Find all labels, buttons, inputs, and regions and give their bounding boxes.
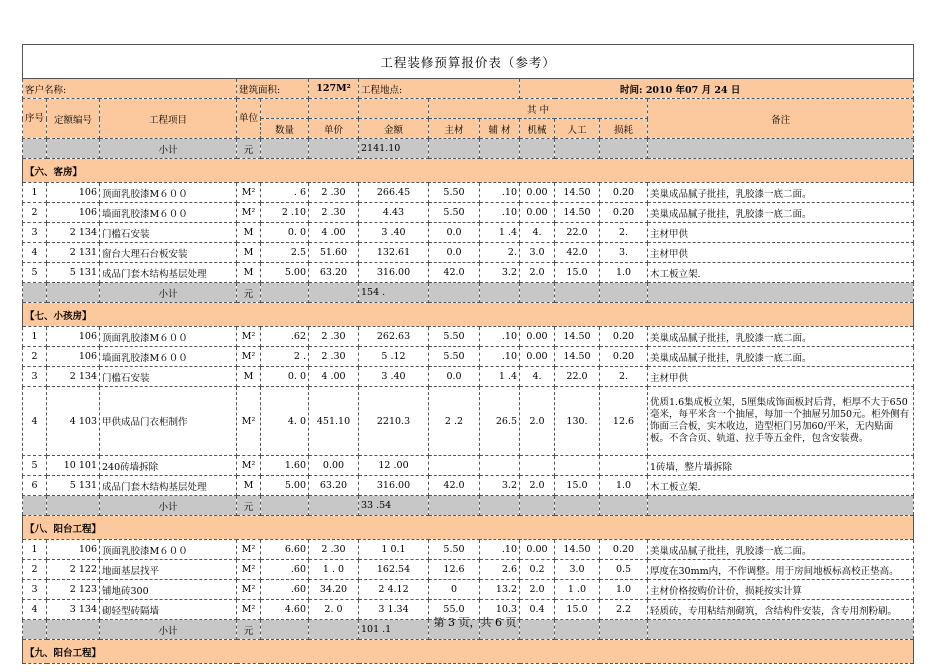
main-material-cell: 42.0 (429, 263, 480, 283)
machine-cell: 0.4 (520, 600, 555, 620)
qty-cell: 1.60 (261, 456, 309, 476)
qty-cell: 5.00 (261, 476, 309, 496)
loss-cell: 0.20 (600, 203, 648, 223)
seq-cell: 2 (23, 203, 47, 223)
subtotal-label: 小计 (100, 620, 237, 640)
unit-cell: M (237, 223, 261, 243)
table-row (23, 456, 914, 476)
main-material-cell: 5.50 (429, 203, 480, 223)
main-material-cell: 0 (429, 580, 480, 600)
aux-material-cell: 3.2 (480, 263, 520, 283)
unit-cell: M² (237, 600, 261, 620)
amount-cell: 2141.10 (359, 139, 429, 159)
machine-cell: 0.00 (520, 347, 555, 367)
item-cell: 成品门套木结构基层处理 (100, 263, 237, 283)
main-material-cell: 0.0 (429, 243, 480, 263)
qty-cell: 2 .10 (261, 203, 309, 223)
code-cell: 106 (47, 183, 100, 203)
machine-cell: 3.0 (520, 243, 555, 263)
amount-cell: 262.63 (359, 327, 429, 347)
loss-cell: 0.20 (600, 327, 648, 347)
blank-cell (47, 283, 100, 303)
table-row (23, 203, 914, 223)
blank-cell (600, 283, 648, 303)
subtotal-row (23, 139, 914, 159)
unit-cell: M² (237, 580, 261, 600)
amount-cell: 2210.3 (359, 387, 429, 456)
remark-cell: 美巢成品腻子批挂，乳胶漆一底二面。 (648, 327, 914, 347)
unit-cell: 元 (237, 620, 261, 640)
item-cell: 铺地砖300 (100, 580, 237, 600)
table-row (23, 560, 914, 580)
qty-cell: .60 (261, 580, 309, 600)
amount-cell: 5 .12 (359, 347, 429, 367)
table-row (23, 580, 914, 600)
amount-cell: 2 4.12 (359, 580, 429, 600)
blank-cell (23, 283, 47, 303)
machine-cell: 0.00 (520, 203, 555, 223)
remark-cell: 木工板立架. (648, 476, 914, 496)
unit-cell: 元 (237, 139, 261, 159)
machine-cell: 0.00 (520, 327, 555, 347)
remark-cell: 美巢成品腻子批挂，乳胶漆一底二面。 (648, 183, 914, 203)
aux-material-cell: .10 (480, 183, 520, 203)
qty-cell: 2.5 (261, 243, 309, 263)
seq-cell: 1 (23, 540, 47, 560)
seq-cell: 4 (23, 387, 47, 456)
aux-material-cell (480, 456, 520, 476)
code-cell: 106 (47, 540, 100, 560)
qty-cell: 0. 0 (261, 367, 309, 387)
table-row (23, 183, 914, 203)
machine-cell: 0.2 (520, 560, 555, 580)
unit-cell: M² (237, 560, 261, 580)
item-cell: 砌轻型砖隔墙 (100, 600, 237, 620)
item-cell: 顶面乳胶漆M６００ (100, 540, 237, 560)
loss-cell: 12.6 (600, 387, 648, 456)
main-material-cell (429, 456, 480, 476)
remark-cell: 厚度在30mm内，不作调整。用于房间地板标高校正垫高。 (648, 560, 914, 580)
subtotal-label: 小计 (100, 496, 237, 516)
seq-cell: 3 (23, 367, 47, 387)
aux-material-cell: .10 (480, 203, 520, 223)
amount-cell: 316.00 (359, 263, 429, 283)
labor-cell: 14.50 (555, 183, 600, 203)
item-cell: 墙面乳胶漆M６００ (100, 347, 237, 367)
code-cell: 106 (47, 327, 100, 347)
blank-cell (555, 283, 600, 303)
blank-cell (480, 139, 520, 159)
labor-cell: 1 .0 (555, 580, 600, 600)
labor-cell: 22.0 (555, 223, 600, 243)
subtotal-row (23, 496, 914, 516)
section-heading: 【六、客房】 (23, 159, 914, 183)
labor-cell: 14.50 (555, 327, 600, 347)
unit-cell: M² (237, 347, 261, 367)
code-cell: 106 (47, 347, 100, 367)
code-cell: 5 131 (47, 263, 100, 283)
seq-cell: 1 (23, 327, 47, 347)
seq-cell: 6 (23, 476, 47, 496)
amount-cell: 101 .1 (359, 620, 429, 640)
seq-cell: 5 (23, 263, 47, 283)
main-material-cell: 5.50 (429, 347, 480, 367)
loss-cell (600, 456, 648, 476)
main-material-cell: 42.0 (429, 476, 480, 496)
blank-cell (47, 496, 100, 516)
price-cell: 0.00 (309, 456, 359, 476)
machine-cell: 0.00 (520, 540, 555, 560)
col-item: 工程项目 (100, 99, 237, 139)
amount-cell: 1 0.1 (359, 540, 429, 560)
item-cell: 门槛石安装 (100, 367, 237, 387)
machine-cell (520, 456, 555, 476)
aux-material-cell: 26.5 (480, 387, 520, 456)
col-remark: 备注 (648, 99, 914, 139)
loss-cell: 1.0 (600, 476, 648, 496)
amount-cell: 266.45 (359, 183, 429, 203)
seq-cell: 5 (23, 456, 47, 476)
aux-material-cell: 1 .4 (480, 223, 520, 243)
unit-cell: 元 (237, 496, 261, 516)
blank-cell (23, 139, 47, 159)
remark-cell: 美巢成品腻子批挂，乳胶漆一底二面。 (648, 347, 914, 367)
loss-cell: 1.0 (600, 580, 648, 600)
section-heading: 【八、阳台工程】 (23, 516, 914, 540)
table-row (23, 367, 914, 387)
code-cell: 2 134 (47, 367, 100, 387)
blank-cell (309, 496, 359, 516)
machine-cell: 0.00 (520, 183, 555, 203)
aux-material-cell: 2. (480, 243, 520, 263)
loss-cell: 2. (600, 367, 648, 387)
item-cell: 地面基层找平 (100, 560, 237, 580)
section-row (23, 303, 914, 327)
seq-cell: 2 (23, 560, 47, 580)
unit-cell: M (237, 263, 261, 283)
table-row (23, 540, 914, 560)
price-cell: 2. 0 (309, 600, 359, 620)
col-main-mat: 主材 (429, 119, 480, 139)
price-cell: 2 .30 (309, 347, 359, 367)
price-cell: 63.20 (309, 476, 359, 496)
labor-cell: 14.50 (555, 203, 600, 223)
col-loss: 损耗 (600, 119, 648, 139)
labor-cell: 22.0 (555, 367, 600, 387)
remark-cell: 美巢成品腻子批挂，乳胶漆一底二面。 (648, 540, 914, 560)
qty-cell: 4.60 (261, 600, 309, 620)
price-cell: 4 .00 (309, 367, 359, 387)
area-value: 127M² (309, 79, 359, 99)
blank-cell (648, 283, 914, 303)
page-title: 工程装修预算报价表（参考） (23, 45, 914, 79)
code-cell: 106 (47, 203, 100, 223)
col-unit: 单位 (237, 99, 261, 139)
table-row (23, 476, 914, 496)
main-material-cell: 5.50 (429, 540, 480, 560)
main-material-cell: 0.0 (429, 367, 480, 387)
remark-cell: 美巢成品腻子批挂，乳胶漆一底二面。 (648, 203, 914, 223)
col-price: 单价 (309, 119, 359, 139)
area-label: 建筑面积: (237, 79, 309, 99)
remark-cell: 主材价格按购价计价，损耗按实计算 (648, 580, 914, 600)
machine-cell: 4. (520, 367, 555, 387)
section-row (23, 516, 914, 540)
loss-cell: 2. (600, 223, 648, 243)
item-cell: 顶面乳胶漆M６００ (100, 183, 237, 203)
date-text: 时间: 2010 年07 月 24 日 (520, 79, 914, 99)
blank-cell (555, 139, 600, 159)
col-machine: 机械 (520, 119, 555, 139)
seq-cell: 2 (23, 347, 47, 367)
main-material-cell: 0.0 (429, 223, 480, 243)
blank-cell (429, 139, 480, 159)
blank-cell (600, 496, 648, 516)
aux-material-cell: 10.3 (480, 600, 520, 620)
table-row (23, 327, 914, 347)
qty-cell: . 6 (261, 183, 309, 203)
amount-cell: 3 1.34 (359, 600, 429, 620)
amount-cell: 316.00 (359, 476, 429, 496)
remark-cell: 1砖墙，整片墙拆除 (648, 456, 914, 476)
amount-cell: 3 .40 (359, 367, 429, 387)
unit-cell: 元 (237, 283, 261, 303)
blank-cell (648, 496, 914, 516)
blank-cell (309, 139, 359, 159)
blank-cell (309, 283, 359, 303)
col-labor: 人工 (555, 119, 600, 139)
unit-cell: M² (237, 183, 261, 203)
blank-cell (261, 139, 309, 159)
amount-cell: 3 .40 (359, 223, 429, 243)
section-heading: 【七、小孩房】 (23, 303, 914, 327)
seq-cell: 3 (23, 223, 47, 243)
labor-cell: 14.50 (555, 347, 600, 367)
remark-cell: 优质1.6集成板立架，5厘集成饰面板封后背，柜厚不大于650毫米，每平米含一个抽屉，每加一个抽屉另加50元。柜外侧有饰面三合板，实木收边，造型柜门另加60/平米，无内贴面板。不含合页、轨道、拉手等五金件，包含安装费。 (648, 387, 914, 456)
labor-cell: 42.0 (555, 243, 600, 263)
price-cell: 2 .30 (309, 327, 359, 347)
qty-cell: .60 (261, 560, 309, 580)
labor-cell: 15.0 (555, 600, 600, 620)
item-cell: 成品门套木结构基层处理 (100, 476, 237, 496)
unit-cell: M (237, 243, 261, 263)
aux-material-cell: 1 .4 (480, 367, 520, 387)
qty-cell: 2 . (261, 347, 309, 367)
loss-cell: 0.20 (600, 347, 648, 367)
price-cell: 2 .30 (309, 183, 359, 203)
price-cell: 34.20 (309, 580, 359, 600)
loss-cell: 0.5 (600, 560, 648, 580)
code-cell: 5 131 (47, 476, 100, 496)
labor-cell: 14.50 (555, 540, 600, 560)
amount-cell: 12 .00 (359, 456, 429, 476)
unit-cell: M (237, 367, 261, 387)
price-cell: 4 .00 (309, 223, 359, 243)
amount-cell: 132.61 (359, 243, 429, 263)
code-cell: 2 122 (47, 560, 100, 580)
remark-cell: 轻质砖，专用粘结剂砌筑，含结构件安装，含专用剂粉刷。 (648, 600, 914, 620)
column-header-row-1 (23, 99, 914, 119)
qty-cell: 4. 0 (261, 387, 309, 456)
loss-cell: 3. (600, 243, 648, 263)
remark-cell: 主材甲供 (648, 243, 914, 263)
code-cell: 2 123 (47, 580, 100, 600)
qty-cell: .62 (261, 327, 309, 347)
subtotal-label: 小计 (100, 139, 237, 159)
labor-cell (555, 456, 600, 476)
main-material-cell: 2 .2 (429, 387, 480, 456)
loss-cell: 0.20 (600, 183, 648, 203)
labor-cell: 15.0 (555, 263, 600, 283)
item-cell: 门槛石安装 (100, 223, 237, 243)
qty-cell: 5.00 (261, 263, 309, 283)
seq-cell: 1 (23, 183, 47, 203)
amount-cell: 162.54 (359, 560, 429, 580)
code-cell: 2 134 (47, 223, 100, 243)
labor-cell: 130. (555, 387, 600, 456)
aux-material-cell: .10 (480, 327, 520, 347)
machine-cell: 4. (520, 223, 555, 243)
blank-cell (261, 283, 309, 303)
page-footer: 第 3 页，共 6 页 (433, 616, 517, 629)
info-row (23, 79, 914, 99)
section-heading: 【九、阳台工程】 (23, 640, 914, 664)
main-material-cell: 5.50 (429, 327, 480, 347)
item-cell: 顶面乳胶漆M６００ (100, 327, 237, 347)
blank-cell (480, 496, 520, 516)
table-row (23, 243, 914, 263)
remark-cell: 主材甲供 (648, 367, 914, 387)
main-material-cell: 12.6 (429, 560, 480, 580)
code-cell: 10 101 (47, 456, 100, 476)
aux-material-cell: 2.6 (480, 560, 520, 580)
unit-cell: M² (237, 387, 261, 456)
col-seq: 序号 (23, 99, 47, 139)
table-row (23, 263, 914, 283)
aux-material-cell: .10 (480, 347, 520, 367)
machine-cell: 2.0 (520, 263, 555, 283)
seq-cell: 4 (23, 600, 47, 620)
seq-cell: 4 (23, 243, 47, 263)
labor-cell: 3.0 (555, 560, 600, 580)
amount-cell: 33 .54 (359, 496, 429, 516)
qty-cell: 6.60 (261, 540, 309, 560)
unit-cell: M² (237, 540, 261, 560)
blank-cell (520, 139, 555, 159)
main-material-cell: 5.50 (429, 183, 480, 203)
price-cell: 63.20 (309, 263, 359, 283)
table-row (23, 223, 914, 243)
machine-cell: 2.0 (520, 476, 555, 496)
loss-cell: 2.2 (600, 600, 648, 620)
blank-cell (520, 496, 555, 516)
remark-cell: 木工板立架. (648, 263, 914, 283)
blank-cell (600, 139, 648, 159)
col-amount: 金额 (359, 119, 429, 139)
blank-cell (480, 283, 520, 303)
price-cell: 451.10 (309, 387, 359, 456)
remark-cell: 主材甲供 (648, 223, 914, 243)
section-row (23, 640, 914, 664)
site-label: 工程地点: (359, 79, 520, 99)
loss-cell: 1.0 (600, 263, 648, 283)
item-cell: 甲供成品门衣柜制作 (100, 387, 237, 456)
aux-material-cell: 3.2 (480, 476, 520, 496)
table-row (23, 347, 914, 367)
code-cell: 4 103 (47, 387, 100, 456)
machine-cell: 2.0 (520, 580, 555, 600)
subtotal-label: 小计 (100, 283, 237, 303)
blank-cell (47, 139, 100, 159)
unit-cell: M² (237, 456, 261, 476)
item-cell: 240砖墙拆除 (100, 456, 237, 476)
labor-cell: 15.0 (555, 476, 600, 496)
aux-material-cell: .10 (480, 540, 520, 560)
code-cell: 3 134 (47, 600, 100, 620)
quotation-table (22, 44, 914, 664)
table-row (23, 387, 914, 456)
code-cell: 2 131 (47, 243, 100, 263)
blank-cell (261, 496, 309, 516)
blank-cell (429, 283, 480, 303)
blank-cell (23, 496, 47, 516)
blank-cell (520, 283, 555, 303)
price-cell: 2 .30 (309, 203, 359, 223)
customer-label: 客户名称: (23, 79, 237, 99)
loss-cell: 0.20 (600, 540, 648, 560)
amount-cell: 154 . (359, 283, 429, 303)
col-qty: 数量 (261, 119, 309, 139)
section-row (23, 159, 914, 183)
price-cell: 2 .30 (309, 540, 359, 560)
col-code: 定额编号 (47, 99, 100, 139)
amount-cell: 4.43 (359, 203, 429, 223)
machine-cell: 2.0 (520, 387, 555, 456)
blank-cell (429, 496, 480, 516)
price-cell: 1 . 0 (309, 560, 359, 580)
blank-cell (648, 139, 914, 159)
item-cell: 窗台大理石台板安装 (100, 243, 237, 263)
blank-cell (555, 496, 600, 516)
col-aux-mat: 辅 材 (480, 119, 520, 139)
aux-material-cell: 13.2 (480, 580, 520, 600)
seq-cell: 3 (23, 580, 47, 600)
price-cell: 51.60 (309, 243, 359, 263)
subtotal-row (23, 283, 914, 303)
col-among: 其 中 (429, 99, 648, 119)
qty-cell: 0. 0 (261, 223, 309, 243)
item-cell: 墙面乳胶漆M６００ (100, 203, 237, 223)
unit-cell: M² (237, 327, 261, 347)
main-material-cell: 55.0 (429, 600, 480, 620)
unit-cell: M² (237, 203, 261, 223)
unit-cell: M (237, 476, 261, 496)
